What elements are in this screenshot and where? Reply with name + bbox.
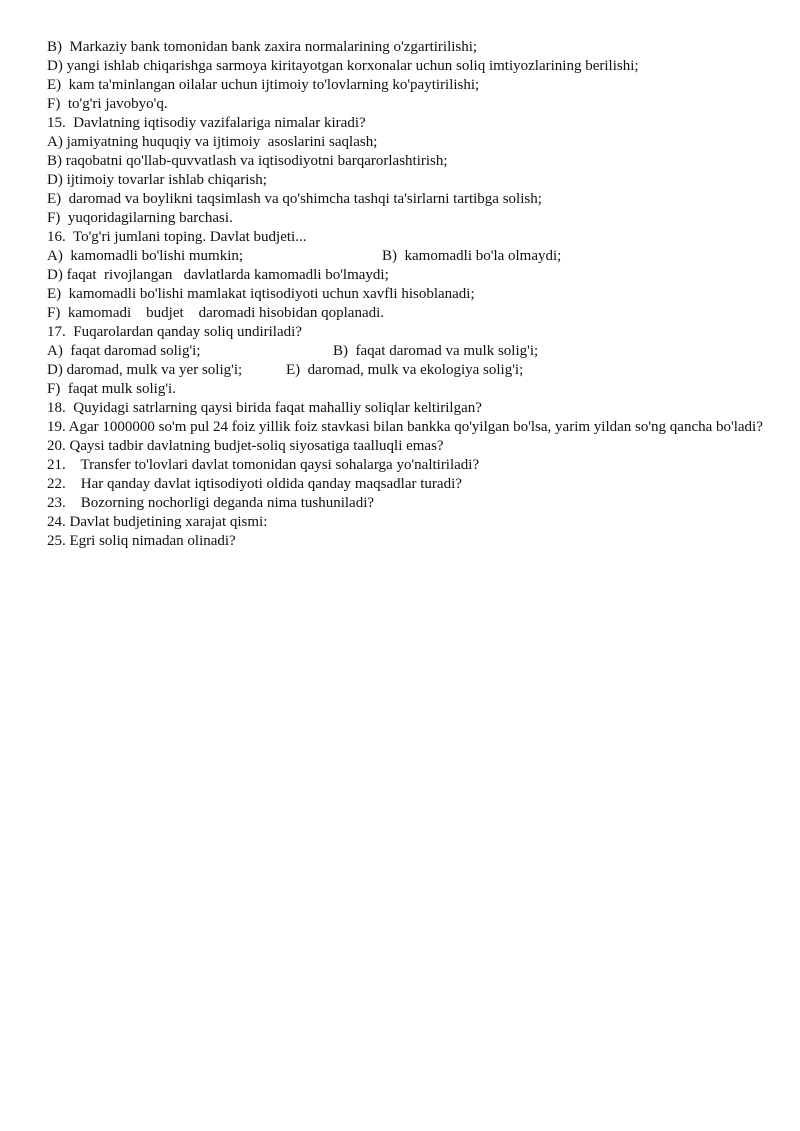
question-22: 22. Har qanday davlat iqtisodiyoti oldida qanday maqsadlar turadi? (47, 476, 462, 492)
answer-option-17-f: F) faqat mulk solig'i. (47, 381, 176, 397)
answer-option-17-a: A) faqat daromad solig'i; (47, 343, 201, 359)
question-15: 15. Davlatning iqtisodiy vazifalariga nimalar kiradi? (47, 115, 366, 131)
answer-option-16-a: A) kamomadli bo'lishi mumkin; (47, 248, 244, 264)
answer-option-16-f: F) kamomadi budjet daromadi hisobidan qoplanadi. (47, 305, 385, 321)
question-24: 24. Davlat budjetining xarajat qismi: (47, 514, 268, 530)
answer-option-14-d: D) yangi ishlab chiqarishga sarmoya kiritayotgan korxonalar uchun soliq imtiyozlarining berilishi; (47, 58, 639, 74)
question-17: 17. Fuqarolardan qanday soliq undiriladi? (47, 324, 302, 340)
answer-option-17-b: B) faqat daromad va mulk solig'i; (333, 343, 539, 359)
answer-option-16-e: E) kamomadli bo'lishi mamlakat iqtisodiyoti uchun xavfli hisoblanadi; (47, 286, 475, 302)
answer-option-16-d: D) faqat rivojlangan davlatlarda kamomadli bo'lmaydi; (47, 267, 389, 283)
answer-option-15-d: D) ijtimoiy tovarlar ishlab chiqarish; (47, 172, 267, 188)
question-16: 16. To'g'ri jumlani toping. Davlat budjeti... (47, 229, 307, 245)
document-text (47, 38, 767, 551)
question-18: 18. Quyidagi satrlarning qaysi birida faqat mahalliy soliqlar keltirilgan? (47, 400, 482, 416)
question-20: 20. Qaysi tadbir davlatning budjet-soliq siyosatiga taalluqli emas? (47, 438, 444, 454)
answer-option-14-b: B) Markaziy bank tomonidan bank zaxira normalarining o'zgartirilishi; (47, 39, 478, 55)
question-23: 23. Bozorning nochorligi deganda nima tushuniladi? (47, 495, 375, 511)
answer-row-16-ab (47, 247, 767, 266)
answer-option-15-a: A) jamiyatning huquqiy va ijtimoiy asoslarini saqlash; (47, 134, 378, 150)
answer-row-17-de (47, 361, 767, 380)
answer-row-17-ab (47, 342, 767, 361)
answer-option-15-f: F) yuqoridagilarning barchasi. (47, 210, 233, 226)
answer-option-14-f: F) to'g'ri javobyo'q. (47, 96, 168, 112)
question-21: 21. Transfer to'lovlari davlat tomonidan qaysi sohalarga yo'naltiriladi? (47, 457, 480, 473)
question-25: 25. Egri soliq nimadan olinadi? (47, 533, 236, 549)
question-19: 19. Agar 1000000 so'm pul 24 foiz yillik foiz stavkasi bilan bankka qo'yilgan bo'lsa, yarim yildan so'ng qancha bo'ladi? (47, 419, 763, 435)
answer-option-16-b: B) kamomadli bo'la olmaydi; (382, 248, 562, 264)
answer-option-15-b: B) raqobatni qo'llab-quvvatlash va iqtisodiyotni barqarorlashtirish; (47, 153, 448, 169)
answer-option-14-e: E) kam ta'minlangan oilalar uchun ijtimoiy to'lovlarning ko'paytirilishi; (47, 77, 480, 93)
answer-option-17-d: D) daromad, mulk va yer solig'i; (47, 362, 243, 378)
answer-option-17-e: E) daromad, mulk va ekologiya solig'i; (286, 362, 524, 378)
answer-option-15-e: E) daromad va boylikni taqsimlash va qo'shimcha tashqi ta'sirlarni tartibga solish; (47, 191, 542, 207)
